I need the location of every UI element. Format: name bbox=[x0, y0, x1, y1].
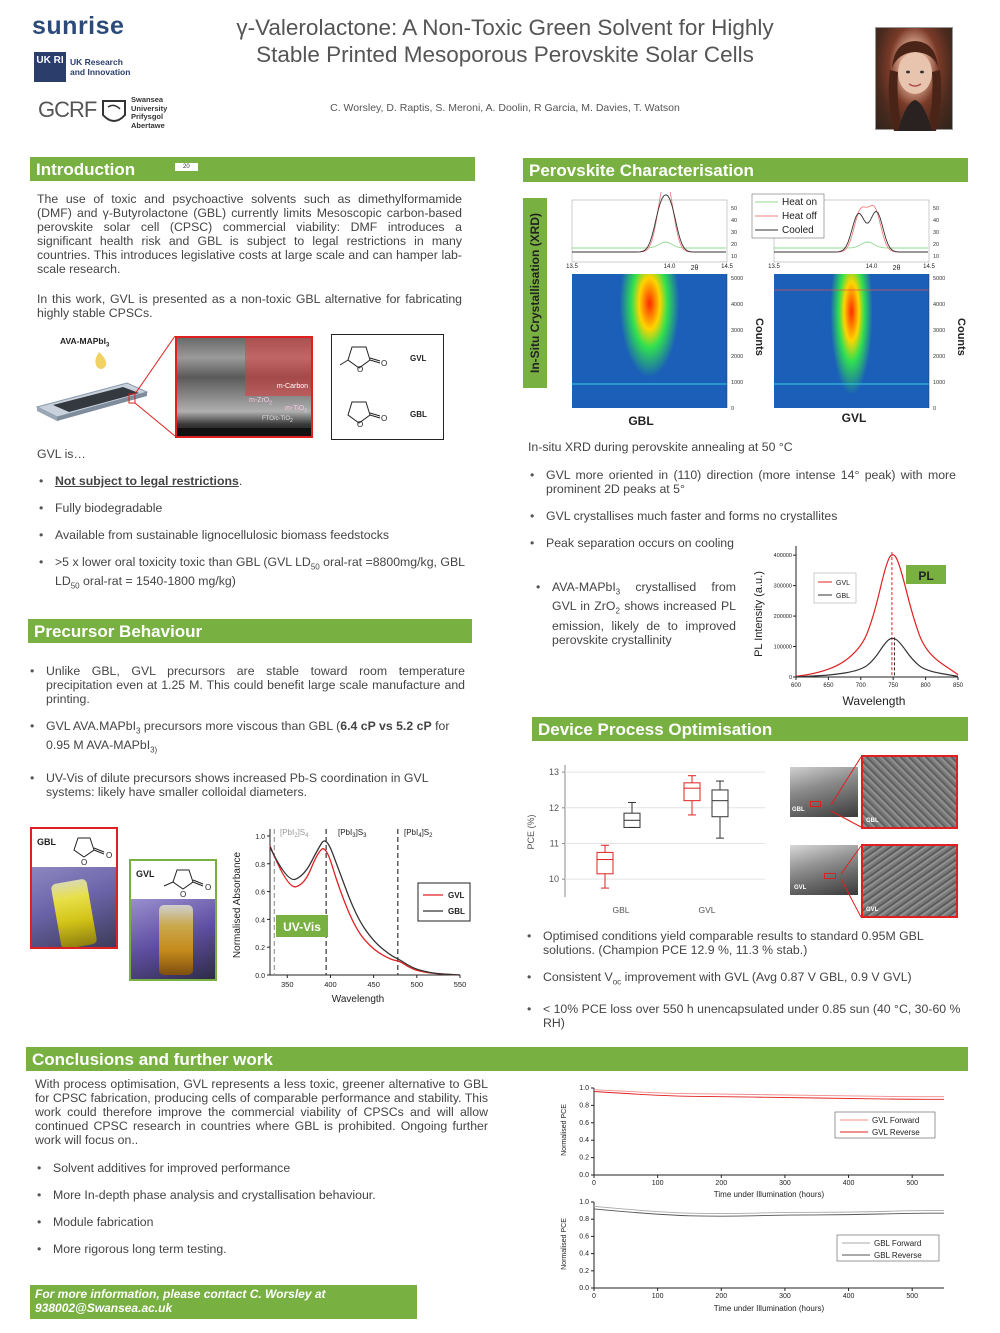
stab-top-x-tick-label: 100 bbox=[651, 1180, 664, 1187]
intro-para-2: In this work, GVL is presented as a non-toxic GBL alternative for fabricating highly stable CPSCs. bbox=[37, 292, 462, 320]
sem-tio2-sub: 2 bbox=[304, 408, 307, 415]
intro-bullet-4 bbox=[37, 555, 465, 594]
stab-bottom-legend-fwd: GBL Forward bbox=[874, 1239, 922, 1248]
uvvis-pk3-b: 4 bbox=[418, 833, 422, 839]
boxplot-box bbox=[712, 790, 728, 817]
poster-title bbox=[190, 14, 820, 68]
gcrf-logo: GCRF bbox=[38, 97, 97, 122]
molecule-box bbox=[331, 334, 444, 440]
concl-bullet-3: • Module fabrication bbox=[35, 1215, 485, 1229]
xrd-left-xlabel: 2θ bbox=[690, 265, 699, 272]
device-b2-c: improvement with GVL (Avg 0.87 V GBL, 0.9 V GVL) bbox=[621, 970, 912, 984]
stab-top-legend-fwd: GVL Forward bbox=[872, 1116, 920, 1125]
stab-top-y-tick-label: 0.0 bbox=[579, 1172, 589, 1179]
stab-bottom-x-tick-label: 400 bbox=[842, 1293, 855, 1300]
svg-text:O: O bbox=[81, 858, 88, 867]
xrd-figure bbox=[560, 192, 980, 432]
uvvis-x-tick-label: 450 bbox=[367, 980, 380, 989]
stab-top-xlabel: Time under Illumination (hours) bbox=[713, 1190, 825, 1199]
sem-label-fto bbox=[262, 416, 293, 424]
fig-label-sub: 3 bbox=[105, 342, 110, 349]
stab-bottom-legend bbox=[837, 1235, 939, 1261]
perov-bullet-4 bbox=[534, 580, 736, 647]
perov-bullet-2: • GVL crystallises much faster and forms no crystallites bbox=[528, 509, 956, 523]
device-bullet-list bbox=[525, 929, 965, 1043]
fig-label-text: AVA-MAPbI bbox=[60, 336, 106, 346]
xrd-left-x-tick-label: 14.0 bbox=[663, 264, 676, 270]
ukri-text-1: UK Research bbox=[70, 57, 123, 67]
stab-top-legend-rev: GVL Reverse bbox=[872, 1128, 920, 1137]
precursor-heading: Precursor Behaviour bbox=[28, 619, 472, 643]
molecule-structures bbox=[332, 335, 445, 441]
stab-top-x-tick-label: 500 bbox=[906, 1180, 919, 1187]
pl-legend bbox=[814, 573, 856, 603]
uvvis-xlabel: Wavelength bbox=[331, 994, 385, 1005]
sem-label-tio2 bbox=[285, 405, 307, 414]
stab-bottom-xlabel: Time under Illumination (hours) bbox=[713, 1304, 825, 1313]
concl-heading: Conclusions and further work bbox=[26, 1047, 968, 1071]
prec-b2-b: 3 bbox=[136, 726, 141, 736]
vial-gbl-label: GBL bbox=[37, 837, 56, 847]
uvvis-x-tick-label: 500 bbox=[410, 980, 424, 989]
xrd-left-top-y-tick: 50 bbox=[731, 206, 738, 212]
concl-bullet-list bbox=[35, 1161, 485, 1269]
xrd-counts-left: Counts bbox=[753, 318, 765, 356]
mol-label-gvl: GVL bbox=[410, 354, 427, 363]
swansea-crest-icon bbox=[100, 97, 128, 129]
concl-bullet-2: • More In-depth phase analysis and crystallisation behaviour. bbox=[35, 1188, 485, 1202]
device-heading: Device Process Optimisation bbox=[532, 717, 968, 741]
precursor-bullet-2 bbox=[28, 719, 465, 758]
mol-label-gbl: GBL bbox=[410, 410, 427, 419]
uvvis-pk1-c: ]S bbox=[297, 828, 306, 837]
xrd-right-map-y-tick: 3000 bbox=[933, 328, 946, 334]
vial-photo-gvl bbox=[129, 859, 217, 981]
precursor-bullet-1: • Unlike GBL, GVL precursors are stable toward room temperature precipitation even at 1.25 M. This could benefit large scale manufacture and printing. bbox=[28, 664, 465, 706]
xrd-left-map-y-tick: 5000 bbox=[731, 276, 744, 282]
stab-bottom-x-tick-label: 500 bbox=[906, 1293, 919, 1300]
stab-top-y-tick-label: 0.8 bbox=[579, 1102, 589, 1110]
device-bullet-1: • Optimised conditions yield comparable results to standard 0.95M GBL solutions. (Champion PCE 12.9 %, 11.3 % stab.) bbox=[525, 929, 965, 957]
perov-side-tag bbox=[523, 198, 547, 388]
intro-bullet-1-end: . bbox=[238, 474, 243, 488]
prec-b2-d: 6.4 cP vs 5.2 cP bbox=[340, 719, 432, 733]
boxplot-y-tick-label: 11 bbox=[549, 838, 559, 849]
sem-zoom-line-4 bbox=[841, 879, 861, 917]
uvvis-x-tick-label: 550 bbox=[453, 980, 467, 989]
zoom-line-2 bbox=[135, 403, 175, 436]
xrd-left-x-tick-label: 13.5 bbox=[566, 264, 578, 270]
gbl-molecule-icon bbox=[348, 402, 380, 423]
author-photo bbox=[875, 27, 953, 130]
swansea-text-2: University bbox=[131, 103, 168, 113]
boxplot-ylabel: PCE (%) bbox=[526, 814, 536, 850]
xrd-right-x-tick-label: 14.0 bbox=[865, 264, 878, 270]
pl-x-tick-label: 600 bbox=[790, 683, 802, 689]
contact-box bbox=[30, 1285, 417, 1319]
xrd-legend-cooled: Cooled bbox=[782, 225, 814, 236]
xrd-left-top-y-tick: 20 bbox=[731, 242, 738, 248]
xrd-right-map-y-tick: 2000 bbox=[933, 354, 946, 360]
vial-gvl-liquid bbox=[159, 905, 193, 975]
stab-bottom-y-tick-label: 0.0 bbox=[579, 1285, 589, 1292]
uvvis-pk3-c: ]S bbox=[421, 828, 430, 837]
swansea-text-1: Swansea bbox=[131, 95, 164, 104]
stab-bottom-x-tick-label: 0 bbox=[592, 1293, 596, 1300]
perov-pl-bullet-list bbox=[534, 580, 736, 660]
svg-text:O: O bbox=[205, 883, 212, 892]
title-line-2: Stable Printed Mesoporous Perovskite Solar Cells bbox=[256, 42, 754, 67]
xrd-right-map-y-tick: 4000 bbox=[933, 302, 946, 308]
xrd-left-map-y-tick: 3000 bbox=[731, 328, 744, 334]
xrd-right-heatmap bbox=[774, 274, 929, 408]
boxplot-box bbox=[684, 783, 700, 801]
stab-bottom-y-tick-label: 1.0 bbox=[579, 1199, 589, 1206]
xrd-legend bbox=[752, 194, 824, 238]
pl-legend-gvl: GVL bbox=[836, 580, 851, 587]
intro-b4-b: 50 bbox=[310, 562, 320, 572]
uvvis-ylabel: Normalised Absorbance bbox=[232, 851, 243, 959]
xrd-right-xlabel: 2θ bbox=[892, 265, 901, 272]
perov-side-label: In-Situ Crystallisation (XRD) bbox=[528, 213, 542, 374]
intro-heading-text: Introduction bbox=[36, 160, 136, 179]
ukri-mark: UK RI bbox=[34, 52, 66, 82]
ukri-logo bbox=[34, 52, 130, 82]
xrd-right-x-tick-label: 13.5 bbox=[768, 264, 780, 270]
sem-gvl-cross-tag: GVL bbox=[794, 885, 807, 891]
uvvis-pk2-a: [PbI bbox=[338, 828, 353, 837]
gvl-is-text: GVL is… bbox=[37, 447, 86, 461]
xrd-right-top-y-tick: 10 bbox=[933, 254, 940, 260]
stab-bottom-ylabel: Normalised PCE bbox=[561, 1218, 568, 1270]
stab-bottom-x-tick-label: 300 bbox=[779, 1293, 791, 1300]
prec-b2-c: precursors more viscous than GBL ( bbox=[140, 719, 341, 733]
zoom-line-1 bbox=[135, 336, 175, 394]
uvvis-legend bbox=[418, 883, 470, 921]
stab-bottom-y-tick-label: 0.6 bbox=[579, 1233, 589, 1241]
xrd-legend-heat-on: Heat on bbox=[782, 197, 818, 208]
ukri-text-2: and Innovation bbox=[70, 67, 131, 77]
intro-para-1: The use of toxic and psychoactive solvents such as dimethylformamide (DMF) and γ-Butyrolactone (GBL) currently limits Mesoscopic carbon-based perovskite solar cell (CPSC) commercial viability: DMF introduces a significant health risk and GBL is subject to legal restrictions in many countries. This introduces legislative costs at large scale and can hamper lab-scale research. bbox=[37, 192, 462, 276]
intro-bullet-2: • Fully biodegradable bbox=[37, 501, 465, 515]
pl-x-tick-label: 800 bbox=[920, 683, 931, 689]
stab-top-x-tick-label: 400 bbox=[842, 1180, 855, 1187]
stab-top-legend bbox=[835, 1112, 935, 1138]
xrd-left-top-y-tick: 30 bbox=[731, 230, 738, 236]
xrd-right-top-y-tick: 20 bbox=[933, 242, 940, 248]
stab-bottom-legend-rev: GBL Reverse bbox=[874, 1251, 922, 1260]
xrd-left-map-y-tick: 4000 bbox=[731, 302, 744, 308]
uvvis-y-tick-label: 0.0 bbox=[255, 973, 265, 980]
xrd-left-top-y-tick: 40 bbox=[731, 218, 738, 224]
concl-para: With process optimisation, GVL represents a less toxic, greener alternative to GBL for CPSC fabrication, producing cells of comparable performance and stability. This work could therefore improve the commercial viability of CPSCs and will allow continued CPSC research in countries where GBL is prohibited. Ongoing further work will focus on.. bbox=[35, 1077, 488, 1147]
svg-text:O: O bbox=[106, 851, 113, 860]
droplet-icon bbox=[95, 352, 106, 369]
xrd-left-x-tick-label: 14.5 bbox=[721, 264, 733, 270]
pl-tag: PL bbox=[918, 569, 934, 583]
xrd-left-panel bbox=[572, 200, 727, 408]
svg-text:O: O bbox=[180, 890, 187, 899]
prec-b2-a: GVL AVA.MAPbI bbox=[46, 719, 136, 733]
boxplot-y-tick-label: 10 bbox=[548, 874, 559, 885]
intro-bullet-3: • Available from sustainable lignocellulosic biomass feedstocks bbox=[37, 528, 465, 542]
xrd-right-top-y-tick: 40 bbox=[933, 218, 940, 224]
uvvis-tag: UV-Vis bbox=[283, 920, 321, 934]
pl-ylabel: PL Intensity (a.u.) bbox=[753, 571, 765, 657]
uvvis-pk3-d: 2 bbox=[429, 833, 433, 839]
intro-b4-e: oral-rat = 1540-1800 mg/kg) bbox=[79, 574, 236, 589]
xrd-left-top-y-tick: 10 bbox=[731, 254, 738, 260]
title-line-1: γ-Valerolactone: A Non-Toxic Green Solvent for Highly bbox=[236, 15, 774, 40]
uvvis-pk2-d: 3 bbox=[363, 833, 367, 839]
xrd-right-map-y-tick: 0 bbox=[933, 406, 937, 412]
sem-label-zro2 bbox=[249, 397, 272, 406]
intro-b4-a: >5 x lower oral toxicity toxic than GBL (GVL LD bbox=[55, 555, 311, 569]
perov-bullet-1: • GVL more oriented in (110) direction (more intense 14° peak) with more prominent 2D peaks at 5° bbox=[528, 468, 956, 496]
precursor-bullet-3: • UV-Vis of dilute precursors shows increased Pb-S coordination in GVL systems: likely have smaller colloidal diameters. bbox=[28, 771, 465, 799]
sem-gbl-zoom-box bbox=[810, 801, 821, 807]
authors: C. Worsley, D. Raptis, S. Meroni, A. Doolin, R Garcia, M. Davies, T. Watson bbox=[330, 102, 680, 114]
pce-boxplot bbox=[525, 757, 770, 917]
pl-y-tick-label: 200000 bbox=[773, 614, 792, 621]
sem-gvl-top bbox=[861, 844, 958, 918]
stab-top-x-tick-label: 300 bbox=[779, 1180, 791, 1187]
device-bullet-2 bbox=[525, 970, 965, 989]
swansea-logo bbox=[100, 96, 167, 130]
sem-tio2-text: m-TiO bbox=[285, 405, 305, 412]
xrd-left-top-frame bbox=[572, 200, 727, 262]
xrd-left-map-y-tick: 0 bbox=[731, 406, 735, 412]
xrd-right-map-y-tick: 5000 bbox=[933, 276, 946, 282]
intro-bullet-list bbox=[37, 474, 465, 607]
uvvis-pk1-b: 2 bbox=[294, 833, 298, 839]
boxplot-x-label-gvl: GVL bbox=[698, 905, 716, 915]
boxplot-y-tick-label: 12 bbox=[548, 802, 559, 813]
stab-bottom-x-tick-label: 200 bbox=[715, 1293, 728, 1300]
intro-b4-d: 50 bbox=[70, 581, 80, 591]
sunrise-logo-text: sunrise bbox=[32, 12, 125, 40]
xrd-label-gbl: GBL bbox=[628, 414, 654, 428]
xrd-right-top-y-tick: 50 bbox=[933, 206, 940, 212]
xrd-label-gvl: GVL bbox=[841, 411, 867, 425]
uvvis-x-tick-label: 350 bbox=[281, 980, 294, 989]
sem-label-carbon: m-Carbon bbox=[276, 383, 308, 390]
pl-x-tick-label: 650 bbox=[823, 683, 834, 689]
stab-top-ylabel: Normalised PCE bbox=[561, 1104, 568, 1156]
contact-line-2[interactable]: 938002@Swansea.ac.uk bbox=[35, 1301, 173, 1315]
pl-y-tick-label: 300000 bbox=[773, 583, 792, 590]
device-bullet-3: • < 10% PCE loss over 550 h unencapsulated under 0.85 sun (40 °C, 30-60 % RH) bbox=[525, 1002, 965, 1030]
device-b2-a: Consistent V bbox=[543, 970, 613, 984]
pl-y-tick-label: 0 bbox=[788, 675, 792, 681]
xrd-caption: In-situ XRD during perovskite annealing at 50 °C bbox=[528, 440, 793, 454]
pl-xlabel: Wavelength bbox=[842, 694, 906, 708]
perov-b4-b: 3 bbox=[615, 587, 621, 597]
xrd-right-map-y-tick: 1000 bbox=[933, 380, 946, 386]
perov-b4-c: crystallised from GVL in ZrO bbox=[552, 580, 736, 614]
sunrise-logo bbox=[32, 12, 124, 41]
gvl-o-label: O bbox=[357, 365, 364, 374]
boxplot-x-label-gbl: GBL bbox=[612, 905, 630, 915]
intro-bullet-1-strong: Not subject to legal restrictions bbox=[55, 474, 239, 488]
intro-badge: 20 bbox=[175, 163, 198, 171]
sem-info-bar bbox=[177, 428, 311, 436]
concl-bullet-1: • Solvent additives for improved performance bbox=[35, 1161, 485, 1175]
gbl-o-label: O bbox=[357, 420, 364, 429]
prec-b2-f: 3) bbox=[150, 745, 158, 755]
sem-fto-text: FTO/c-TiO bbox=[262, 416, 290, 422]
boxplot-series bbox=[597, 776, 728, 888]
xrd-right-top-y-tick: 30 bbox=[933, 230, 940, 236]
device-b2-b: oc bbox=[612, 977, 622, 987]
author-portrait-icon bbox=[876, 28, 954, 131]
pl-chart bbox=[750, 536, 965, 711]
uvvis-pk3-a: [PbI bbox=[404, 828, 419, 837]
perov-b4-a: AVA-MAPbI bbox=[552, 580, 616, 594]
uvvis-peak-label-2 bbox=[338, 828, 367, 839]
pl-x-tick-label: 700 bbox=[855, 683, 866, 689]
intro-bullet-1 bbox=[37, 474, 465, 488]
xrd-counts-right: Counts bbox=[955, 318, 967, 356]
gvl-structure-icon bbox=[161, 866, 217, 900]
uvvis-pk1-d: 4 bbox=[305, 833, 309, 839]
uvvis-legend-gbl: GBL bbox=[448, 907, 465, 916]
sem-zro2-text: m-ZrO bbox=[249, 397, 270, 404]
swansea-text-4: Abertawe bbox=[131, 120, 165, 130]
sem-zoom-line-3 bbox=[841, 846, 861, 874]
intro-b4-c: oral-rat =8800mg/kg, GBL LD bbox=[55, 555, 465, 589]
xrd-right-x-tick-label: 14.5 bbox=[923, 264, 935, 270]
perov-b4-e: shows increased PL emission, likely de to improved perovskite crystallinity bbox=[552, 599, 736, 647]
pl-x-tick-label: 750 bbox=[888, 683, 899, 689]
uvvis-pk2-c: ]S bbox=[355, 828, 364, 837]
concl-bullet-4: • More rigorous long term testing. bbox=[35, 1242, 485, 1256]
sem-zoom-lines bbox=[830, 755, 870, 925]
perov-heading: Perovskite Characterisation bbox=[523, 158, 968, 182]
pl-legend-gbl: GBL bbox=[836, 593, 851, 600]
stab-bottom-x-tick-label: 100 bbox=[651, 1293, 664, 1300]
stab-top-y-tick-label: 1.0 bbox=[579, 1085, 589, 1092]
stab-top-x-tick-label: 0 bbox=[592, 1180, 596, 1187]
stab-top-y-tick-label: 0.2 bbox=[579, 1154, 589, 1162]
stab-bottom-y-tick-label: 0.2 bbox=[579, 1267, 589, 1275]
stab-line-gvl-forward bbox=[594, 1090, 944, 1097]
xrd-left-map-y-tick: 1000 bbox=[731, 380, 744, 386]
uvvis-x-tick-label: 400 bbox=[324, 980, 337, 989]
sem-fto-sub: 2 bbox=[290, 418, 293, 425]
pl-y-tick-label: 100000 bbox=[773, 644, 792, 651]
uvvis-chart bbox=[228, 817, 478, 1007]
stab-top-y-tick-label: 0.6 bbox=[579, 1119, 589, 1127]
sem-gbl-top-tag: GBL bbox=[866, 818, 879, 824]
vial-photo-gbl bbox=[30, 827, 118, 949]
uvvis-y-tick-label: 0.8 bbox=[255, 861, 265, 869]
pl-y-tick-label: 400000 bbox=[773, 553, 792, 560]
uvvis-y-tick-label: 0.4 bbox=[255, 917, 265, 925]
contact-line-1: For more information, please contact C. Worsley at bbox=[35, 1287, 326, 1301]
stab-line-gbl-forward bbox=[594, 1206, 944, 1213]
pl-x-tick-label: 850 bbox=[952, 683, 964, 689]
stability-charts bbox=[558, 1080, 953, 1320]
boxplot-axes bbox=[549, 765, 765, 915]
perov-bullet-3: • Peak separation occurs on cooling bbox=[528, 536, 956, 550]
boxplot-y-tick-label: 13 bbox=[548, 767, 559, 778]
uvvis-y-tick-label: 0.2 bbox=[255, 945, 265, 953]
uvvis-y-tick-label: 1.0 bbox=[255, 833, 265, 841]
uvvis-peak-label-3 bbox=[404, 828, 433, 839]
uvvis-pk2-b: 3 bbox=[352, 833, 356, 839]
gbl-o2-label: O bbox=[381, 414, 388, 423]
sem-gvl-top-tag: GVL bbox=[866, 907, 879, 913]
stab-top-x-tick-label: 200 bbox=[715, 1180, 728, 1187]
uvvis-legend-gvl: GVL bbox=[448, 891, 465, 900]
perov-b4-d: 2 bbox=[615, 606, 620, 616]
gbl-structure-icon bbox=[70, 834, 118, 868]
xrd-left-heatmap bbox=[572, 274, 727, 408]
uvvis-y-tick-label: 0.6 bbox=[255, 889, 265, 897]
stab-bottom-y-tick-label: 0.8 bbox=[579, 1216, 589, 1224]
boxplot-box bbox=[597, 852, 613, 873]
uvvis-peak-label-1 bbox=[280, 828, 309, 839]
cross-section-sem bbox=[175, 336, 313, 438]
swansea-text-3: Prifysgol bbox=[131, 112, 164, 121]
precursor-bullet-list bbox=[28, 664, 465, 812]
sem-zro2-sub: 2 bbox=[269, 400, 272, 407]
prec-b2-e: for 0.95 M AVA-MAPbI bbox=[46, 719, 450, 753]
stab-top-y-tick-label: 0.4 bbox=[579, 1137, 589, 1145]
xrd-legend-heat-off: Heat off bbox=[782, 211, 817, 222]
sem-gbl-top bbox=[861, 755, 958, 829]
vial-gvl-label: GVL bbox=[136, 869, 155, 879]
gvl-o2-label: O bbox=[381, 359, 388, 368]
uvvis-pk1-a: [PbI bbox=[280, 828, 295, 837]
stab-bottom-y-tick-label: 0.4 bbox=[579, 1250, 589, 1258]
xrd-left-map-y-tick: 2000 bbox=[731, 354, 744, 360]
intro-heading bbox=[30, 157, 475, 181]
sem-zoom-line-2 bbox=[831, 811, 861, 827]
sem-gbl-cross-tag: GBL bbox=[792, 807, 805, 813]
sem-zoom-line-1 bbox=[831, 757, 861, 805]
